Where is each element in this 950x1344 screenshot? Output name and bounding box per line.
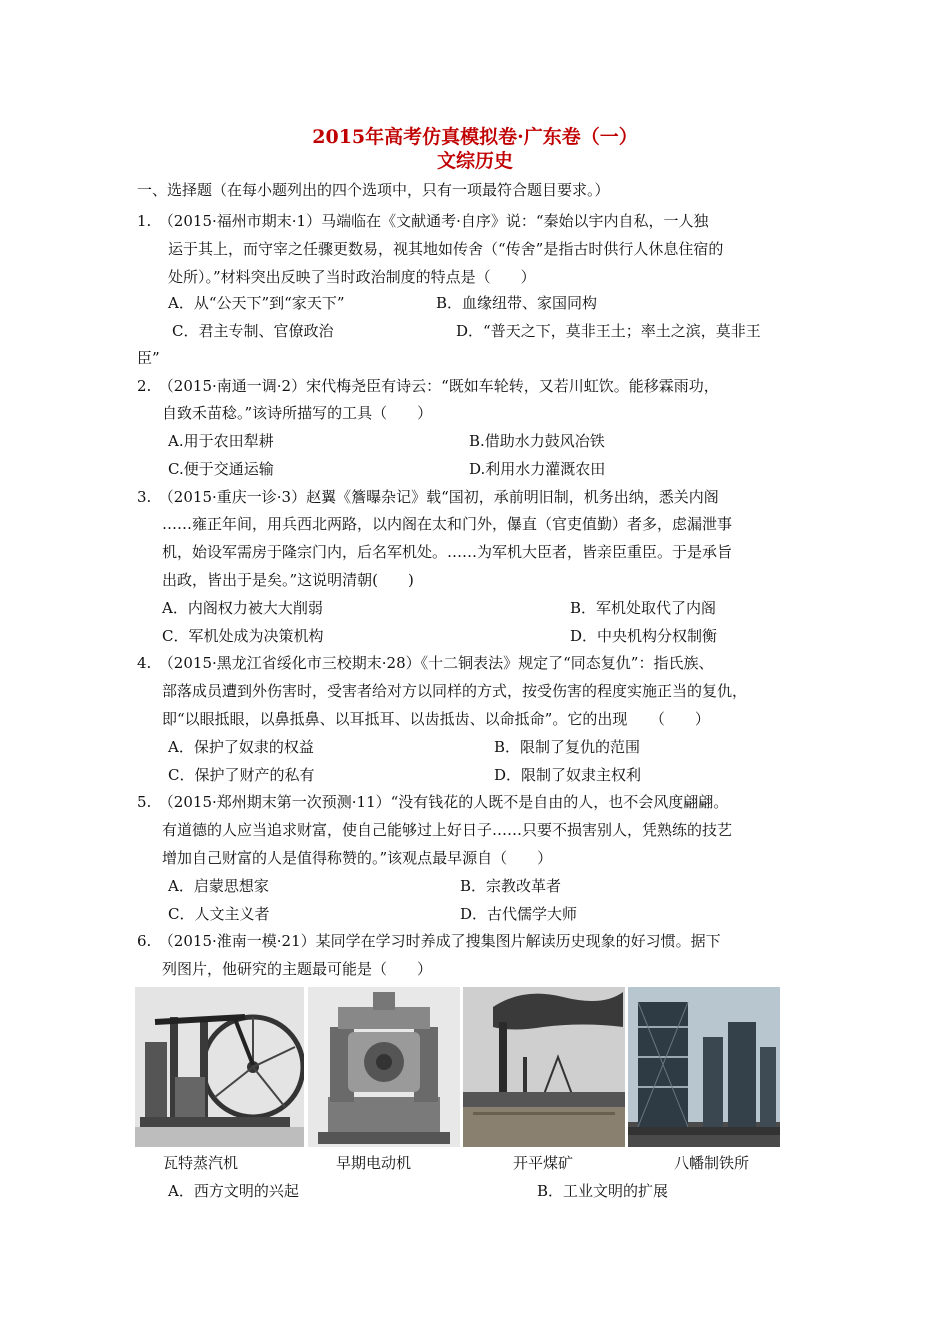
q2-stem-line1: 2. （2015·南通一调·2）宋代梅尧臣有诗云：“既如车轮转，又若川虹饮。能移霖雨功， [137,377,719,395]
kaiping-coal-mine-image [463,987,625,1147]
q4-stem-line3: 即“以眼抵眼，以鼻抵鼻、以耳抵耳、以齿抵齿、以命抵命”。它的出现 （ ） [162,710,710,728]
q4-option-a: A．保护了奴隶的权益 [168,738,314,756]
q3-option-c: C．军机处成为决策机构 [162,627,324,645]
q5-stem-line2: 有道德的人应当追求财富，使自己能够过上好日子……只要不损害别人，凭熟练的技艺 [162,821,733,839]
q5-option-d: D．古代儒学大师 [460,905,578,923]
q2-option-c: C.便于交通运输 [168,460,274,478]
q4-option-b: B．限制了复仇的范围 [494,738,641,756]
watt-steam-engine-image [135,987,304,1147]
q5-option-a: A．启蒙思想家 [168,877,269,895]
q1-option-a: A．从“公天下”到“家天下” [168,294,345,312]
yawata-iron-works-image [628,987,780,1147]
q1-stem-line2: 运于其上，而守宰之任骤更数易，视其地如传舍（“传舍”是指古时供行人休息住宿的 [168,240,724,258]
q5-stem-line3: 增加自己财富的人是值得称赞的。”该观点最早源自（ ） [162,849,553,867]
q1-option-c: C．君主专制、官僚政治 [172,322,334,340]
q3-stem-line4: 出政，皆出于是矣。”这说明清朝( ) [162,571,414,589]
q1-option-d: D．“普天之下，莫非王土；率土之滨，莫非王 [456,322,761,340]
q5-stem-line1: 5. （2015·郑州期末第一次预测·11）“没有钱花的人既不是自由的人，也不会风度翩翩。 [137,793,729,811]
caption-yawata-iron-works: 八幡制铁所 [674,1154,750,1172]
exam-title: 2015年高考仿真模拟卷·广东卷（一） [312,126,638,148]
q6-option-a: A．西方文明的兴起 [168,1182,299,1200]
q4-option-d: D．限制了奴隶主权利 [494,766,642,784]
q2-option-a: A.用于农田犁耕 [168,432,274,450]
q2-option-d: D.利用水力灌溉农田 [469,460,606,478]
q1-option-b: B．血缘纽带、家国同构 [436,294,598,312]
q6-option-b: B．工业文明的扩展 [537,1182,669,1200]
caption-early-electric-motor: 早期电动机 [336,1154,412,1172]
caption-watt-steam-engine: 瓦特蒸汽机 [163,1154,239,1172]
q5-option-c: C．人文主义者 [168,905,270,923]
q5-option-b: B．宗教改革者 [460,877,562,895]
q3-option-a: A．内阁权力被大大削弱 [162,599,323,617]
q4-option-c: C．保护了财产的私有 [168,766,315,784]
q3-stem-line2: ……雍正年间，用兵西北两路，以内阁在太和门外，儤直（官吏值勤）者多，虑漏泄事 [162,515,733,533]
early-electric-motor-image [308,987,460,1147]
q3-option-d: D．中央机构分权制衡 [570,627,718,645]
q3-stem-line3: 机，始设军需房于隆宗门内，后名军机处。……为军机大臣者，皆亲臣重臣。于是承旨 [162,543,733,561]
q4-stem-line1: 4. （2015·黑龙江省绥化市三校期末·28）《十二铜表法》规定了“同态复仇”：指氏族、 [137,654,714,672]
q1-stem-line1: 1. （2015·福州市期末·1）马端临在《文献通考·自序》说：“秦始以宇内自私，一人独 [137,212,709,230]
q1-option-d-cont: 臣” [137,349,160,367]
q1-stem-line3: 处所）。”材料突出反映了当时政治制度的特点是（ ） [168,268,536,286]
caption-kaiping-coal-mine: 开平煤矿 [513,1154,574,1172]
q3-option-b: B．军机处取代了内阁 [570,599,717,617]
q2-stem-line2: 自致禾苗稔。”该诗所描写的工具（ ） [162,404,433,422]
q3-stem-line1: 3. （2015·重庆一诊·3）赵翼《簷曝杂记》载“国初，承前明旧制，机务出纳，悉关内阁 [137,488,719,506]
exam-subtitle: 文综历史 [436,150,513,172]
q4-stem-line2: 部落成员遭到外伤害时，受害者给对方以同样的方式，按受伤害的程度实施正当的复仇， [162,682,748,700]
q6-stem-line2: 列图片，他研究的主题最可能是（ ） [162,960,433,978]
q6-stem-line1: 6. （2015·淮南一模·21）某同学在学习时养成了搜集图片解读历史现象的好习惯。据下 [137,932,721,950]
section-heading: 一、选择题（在每小题列出的四个选项中，只有一项最符合题目要求。） [137,181,610,199]
q2-option-b: B.借助水力鼓风冶铁 [469,432,605,450]
